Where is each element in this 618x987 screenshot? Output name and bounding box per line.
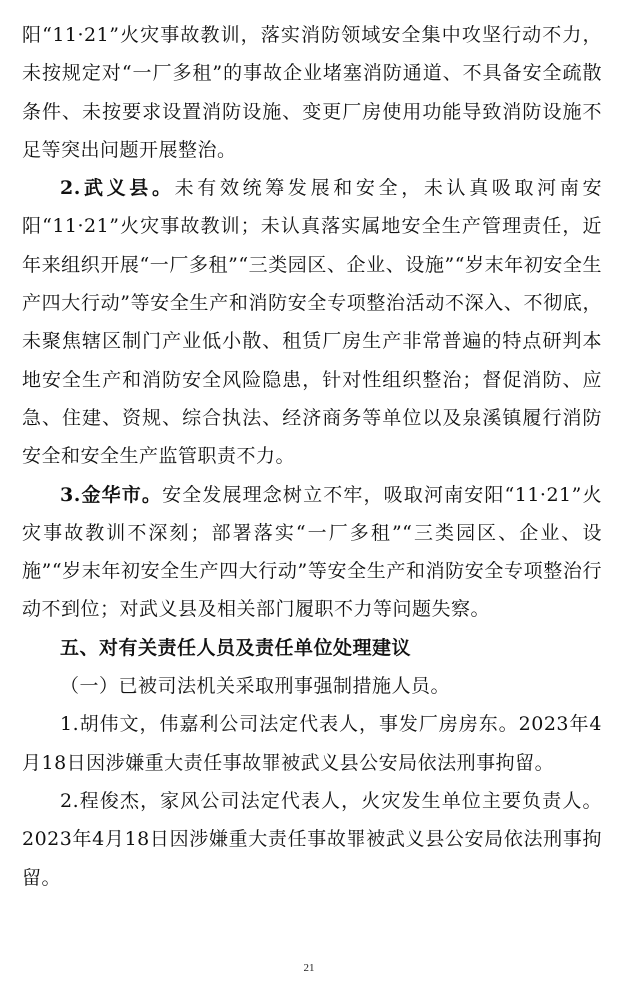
paragraph-wuyi-county [22,169,602,475]
subsection-heading: （一）已被司法机关采取刑事强制措施人员。 [60,675,451,698]
paragraph-body-wuyi: 未有效统筹发展和安全，未认真吸取河南安阳“11·21”火灾事故教训；未认真落实属地安全生产管理责任，近年来组织开展“一厂多租”“三类园区、企业、设施”“岁末年初安全生产四大行动”等安全生产和消防安全专项整治活动不深入、不彻底，未聚焦辖区制门产业低小散、租赁厂房生产非常普遍的特点研判本地安全生产和消防安全风险隐患，针对性组织整治；督促消防、应急、住建、资规、综合执法、经济商务等单位以及泉溪镇履行消防安全和安全生产监管职责不力。 [22,177,602,468]
paragraph-lead-jinhua: 3.金华市。 [60,483,163,506]
paragraph-continued: 阳“11·21”火灾事故教训，落实消防领域安全集中攻坚行动不力，未按规定对“一厂多租”的事故企业堵塞消防通道、不具备安全疏散条件、未按要求设置消防设施、变更厂房使用功能导致消防设施不足等突出问题开展整治。 [22,24,602,161]
paragraph-person-1: 1.胡伟文，伟嘉利公司法定代表人，事发厂房房东。2023年4月18日因涉嫌重大责任事故罪被武义县公安局依法刑事拘留。 [22,713,602,774]
section-heading: 五、对有关责任人员及责任单位处理建议 [60,636,412,659]
paragraph-body-jinhua: 安全发展理念树立不牢，吸取河南安阳“11·21”火灾事故教训不深刻；部署落实“一厂多租”“三类园区、企业、设施”“岁末年初安全生产四大行动”等安全生产和消防安全专项整治行动不到位；对武义县及相关部门履职不力等问题失察。 [22,483,602,621]
document-body [22,16,602,897]
paragraph-lead-wuyi: 2.武义县。 [60,177,175,200]
paragraph-jinhua-city [22,476,602,629]
paragraph-person-2: 2.程俊杰，家风公司法定代表人，火灾发生单位主要负责人。2023年4月18日因涉嫌重大责任事故罪被武义县公安局依法刑事拘留。 [22,789,602,889]
page-number: 21 [303,962,315,974]
